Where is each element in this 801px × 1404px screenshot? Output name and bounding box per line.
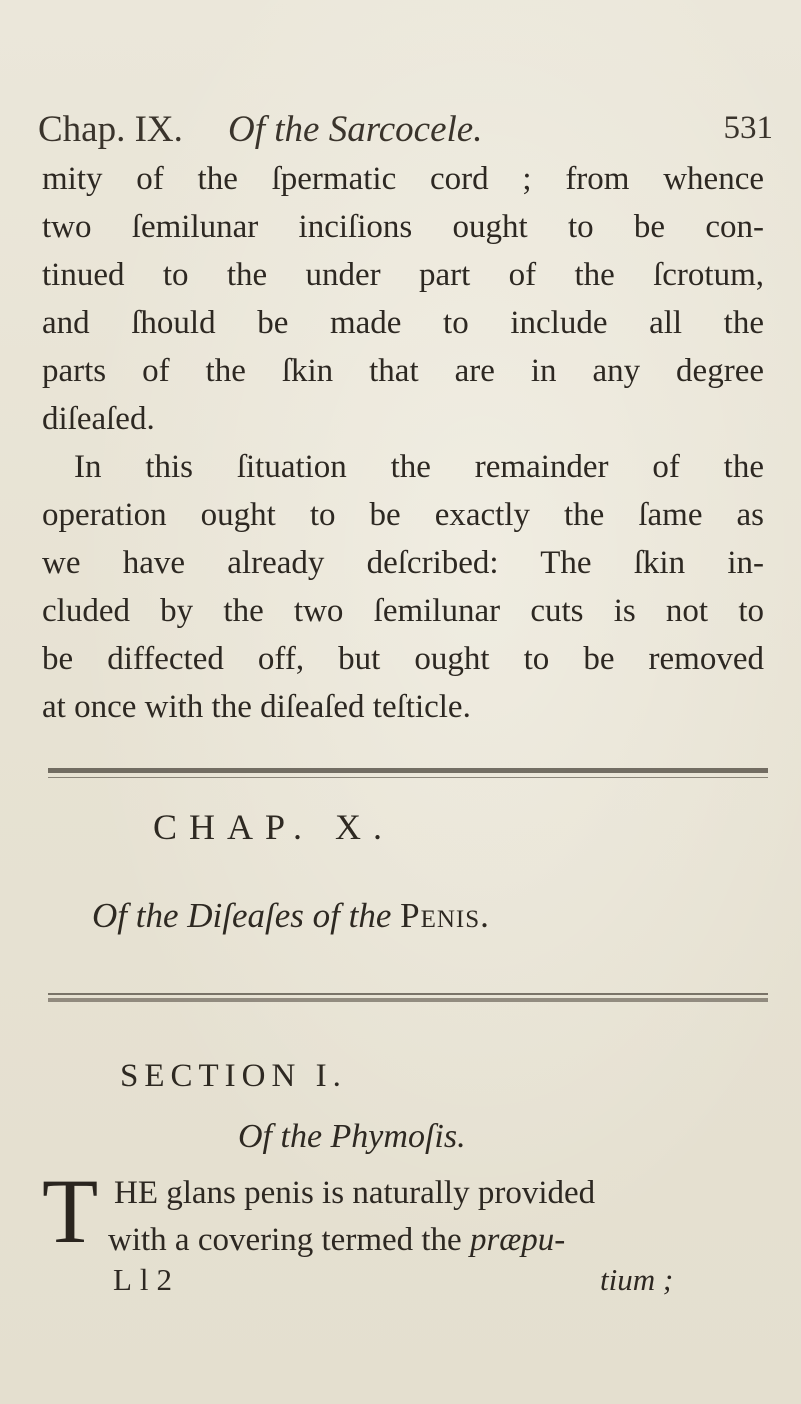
body-line: cluded by the two ſemilunar cuts is not to xyxy=(42,593,764,629)
paragraph-line-2-text: with a covering termed the xyxy=(108,1222,470,1258)
section-subtitle: Of the Phymoſis. xyxy=(238,1118,466,1155)
paragraph-line-2-italic: præpu- xyxy=(469,1222,566,1258)
body-line: be diffected off, but ought to be removed xyxy=(42,641,764,677)
chapter-subtitle xyxy=(92,896,732,936)
chapter-subtitle-text: Of the Diſeaſes of the xyxy=(92,896,401,935)
chapter-subtitle-caps: Penis. xyxy=(400,896,490,935)
body-line: mity of the ſpermatic cord ; from whence xyxy=(42,161,764,197)
body-line: we have already deſcribed: The ſkin in- xyxy=(42,545,764,581)
page-number: 531 xyxy=(723,110,773,146)
body-line: In this ſituation the remainder of the xyxy=(74,449,764,485)
running-head-chapter: Chap. IX. xyxy=(38,109,183,150)
chapter-rule-thin xyxy=(48,777,768,778)
running-head xyxy=(38,108,773,158)
catchword: tium ; xyxy=(600,1262,674,1297)
body-line: tinued to the under part of the ſcrotum, xyxy=(42,257,764,293)
body-text xyxy=(42,155,764,731)
body-line: operation ought to be exactly the ſame as xyxy=(42,497,764,533)
drop-cap: T xyxy=(42,1160,99,1262)
paragraph-line-2 xyxy=(108,1222,758,1259)
chapter-rule-thick xyxy=(48,768,768,773)
paragraph-line-1: HE glans penis is naturally provided xyxy=(114,1175,596,1211)
body-line: at once with the diſeaſed teſticle. xyxy=(42,689,471,725)
body-line: two ſemilunar inciſions ought to be con- xyxy=(42,209,764,245)
body-line: parts of the ſkin that are in any degree xyxy=(42,353,764,389)
section-heading: SECTION I. xyxy=(120,1058,347,1094)
signature-mark: Ll2 xyxy=(113,1262,181,1297)
running-head-title: Of the Sarcocele. xyxy=(228,109,483,150)
chapter-heading: CHAP. X. xyxy=(153,807,395,847)
body-line: and ſhould be made to include all the xyxy=(42,305,764,341)
body-line: diſeaſed. xyxy=(42,401,155,437)
section-rule-thick xyxy=(48,998,768,1002)
section-rule-thin xyxy=(48,993,768,995)
